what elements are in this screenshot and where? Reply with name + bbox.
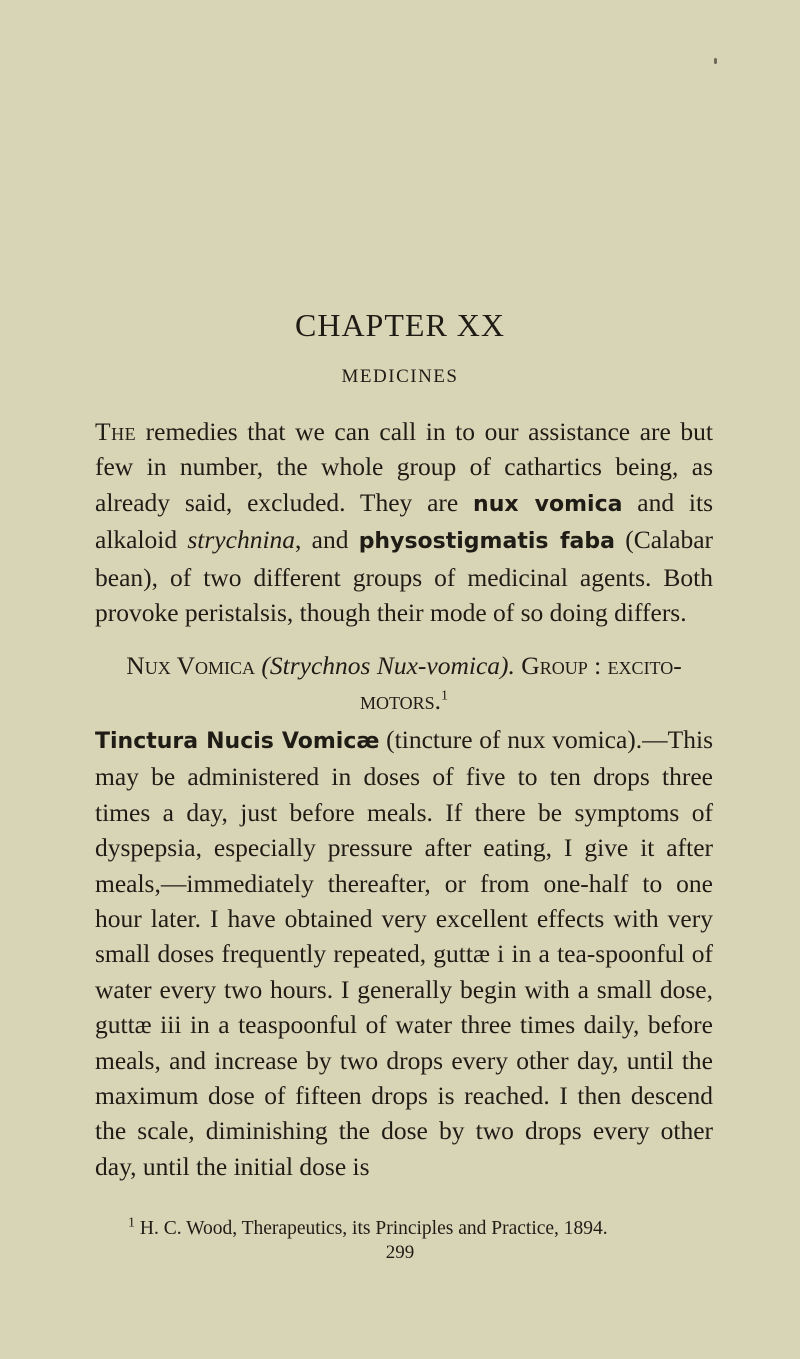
speck-mark (714, 58, 717, 64)
term-nux-vomica: nux vomica (473, 491, 623, 517)
intro-text-c: , and (295, 525, 359, 555)
intro-text-b: and its alkaloid (95, 487, 713, 555)
term-physostigmatis: physostigmatis faba (358, 529, 615, 555)
page-number: 299 (385, 1242, 415, 1263)
tincture-paragraph (95, 722, 713, 1184)
footnote-marker: 1 (128, 1215, 135, 1231)
section-name: Nux Vomica (126, 651, 256, 680)
footnote (128, 1217, 728, 1241)
chapter-subtitle: MEDICINES (341, 366, 459, 387)
tincture-text: (tincture of nux vomica).—This may be administered in doses of five to ten drops three times a day, just before meals. If there be symptoms of dyspepsia, especially pressure after eating, I give it after meals,—immediately thereafter, or from one-half to one hour later. I have obtained very excellent effects with very small doses frequently repeated, guttæ i in a tea-spoonful of water every two hours. I generally begin with a small dose, guttæ iii in a teaspoonful of water three times daily, before meals, and increase by two drops every other day, until the maximum dose of fifteen drops is reached. I then descend the scale, diminishing the dose by two drops every other day, until the initial dose is (95, 725, 713, 1181)
chapter-title: CHAPTER XX (294, 307, 505, 343)
section-latin: (Strychnos Nux-vomica). (261, 651, 515, 680)
group-value: excito-motors. (359, 651, 682, 716)
footnote-ref: 1 (441, 688, 449, 704)
group-label: Group : (521, 651, 602, 680)
lead-word: The (95, 417, 137, 446)
intro-text-a: remedies that we can call in to our assistance are but few in number, the whole group of cathartics being, as already said, excluded. They are (95, 417, 713, 517)
intro-paragraph (95, 414, 713, 630)
term-tinctura: Tinctura Nucis Vomicæ (95, 729, 380, 754)
intro-text-d: (Calabar bean), of two different groups of medicinal agents. Both provoke peristalsis, though their mode of so doing differs. (95, 525, 714, 628)
section-heading (95, 648, 713, 719)
term-strychnina: strychnina (187, 525, 296, 555)
footnote-text: H. C. Wood, Therapeutics, its Principles and Practice, 1894. (135, 1218, 608, 1239)
